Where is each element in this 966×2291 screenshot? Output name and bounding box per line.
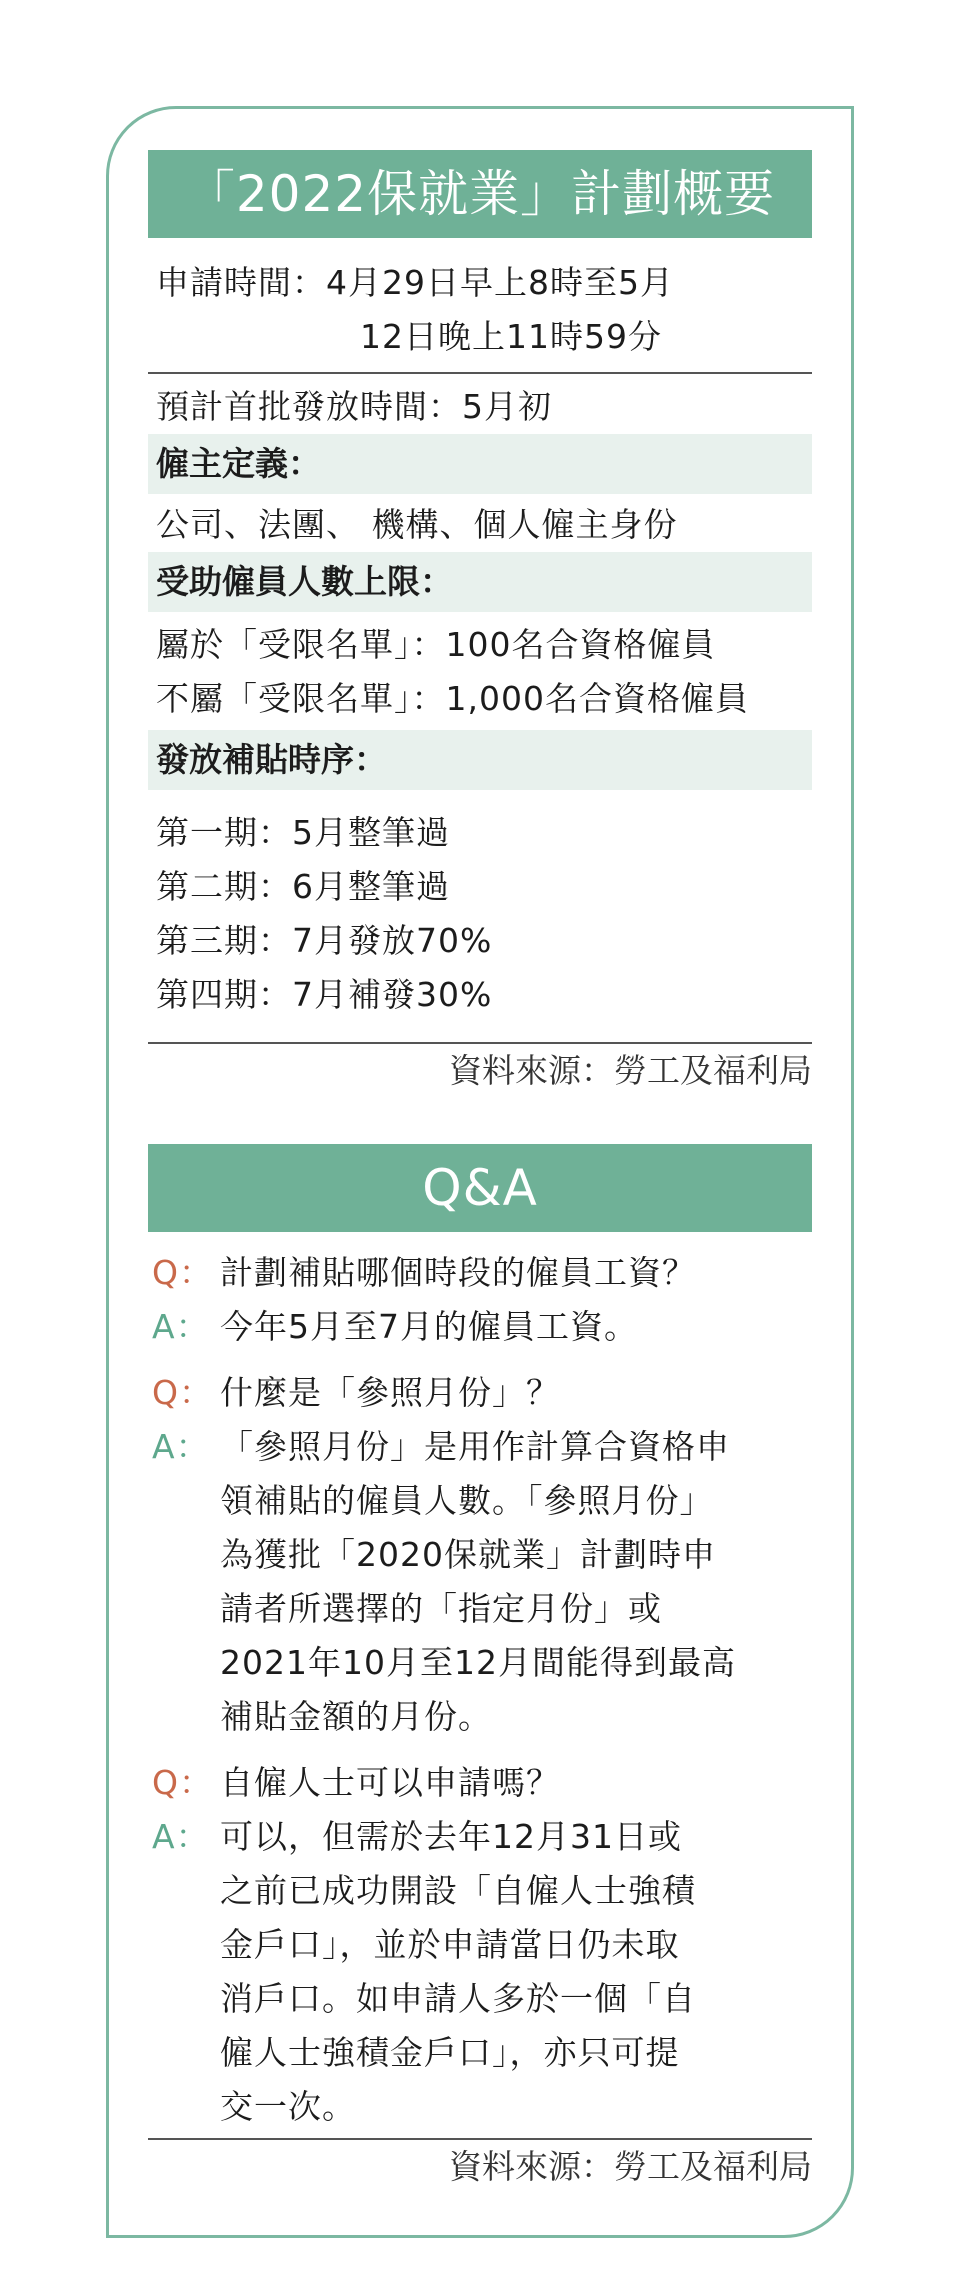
q-marker: Q： xyxy=(152,1253,213,1292)
question-text: 計劃補貼哪個時段的僱員工資？ xyxy=(220,1253,696,1292)
answer-2 xyxy=(148,1420,812,1744)
q-marker: Q： xyxy=(152,1373,213,1412)
answer-text: 「參照月份」是用作計算合資格申 領補貼的僱員人數。「參照月份」 為獲批「2020保就業」計劃時申 請者所選擇的「指定月份」或 2021年10月至12月間能得到最高 補貼金額的月份。 xyxy=(220,1427,736,1736)
schedule-item: 第一期：5月整筆過 xyxy=(156,813,450,852)
summary-title-banner: 「2022保就業」計劃概要 xyxy=(148,150,812,238)
schedule-item: 第三期：7月發放70% xyxy=(156,921,493,960)
cap-heading: 受助僱員人數上限： xyxy=(148,552,812,612)
first-batch-time: 預計首批發放時間：5月初 xyxy=(156,387,552,426)
q-marker: Q： xyxy=(152,1763,213,1802)
summary-source: 資料來源：勞工及福利局 xyxy=(449,1051,812,1090)
question-1 xyxy=(148,1246,812,1300)
apply-period: 申請時間：4月29日早上8時至5月 xyxy=(156,263,674,302)
schedule-heading: 發放補貼時序： xyxy=(148,730,812,790)
answer-1 xyxy=(148,1300,812,1354)
a-marker: A： xyxy=(152,1307,210,1346)
question-text: 自僱人士可以申請嗎？ xyxy=(220,1763,560,1802)
qa-title-banner: Q&A xyxy=(148,1144,812,1232)
schedule-item: 第二期：6月整筆過 xyxy=(156,867,450,906)
employer-text: 公司、法團、 機構、個人僱主身份 xyxy=(156,505,678,544)
a-marker: A： xyxy=(152,1427,210,1466)
qa-source: 資料來源：勞工及福利局 xyxy=(449,2147,812,2186)
schedule-item: 第四期：7月補發30% xyxy=(156,975,493,1014)
cap-line-restricted: 屬於「受限名單」：100名合資格僱員 xyxy=(156,625,716,664)
question-2 xyxy=(148,1366,812,1420)
question-3 xyxy=(148,1756,812,1810)
apply-period-cont: 12日晚上11時59分 xyxy=(360,317,662,356)
answer-3 xyxy=(148,1810,812,2134)
cap-line-unrestricted: 不屬「受限名單」：1,000名合資格僱員 xyxy=(156,679,749,718)
answer-text: 今年5月至7月的僱員工資。 xyxy=(220,1307,638,1346)
a-marker: A： xyxy=(152,1817,210,1856)
card-content xyxy=(148,150,812,2194)
question-text: 什麼是「參照月份」？ xyxy=(220,1373,560,1412)
employer-heading: 僱主定義： xyxy=(148,434,812,494)
answer-text: 可以，但需於去年12月31日或 之前已成功開設「自僱人士強積 金戶口」，並於申請當日仍未取 消戶口。如申請人多於一個「自 僱人士強積金戶口」，亦只可提 交一次。 xyxy=(220,1817,696,2126)
